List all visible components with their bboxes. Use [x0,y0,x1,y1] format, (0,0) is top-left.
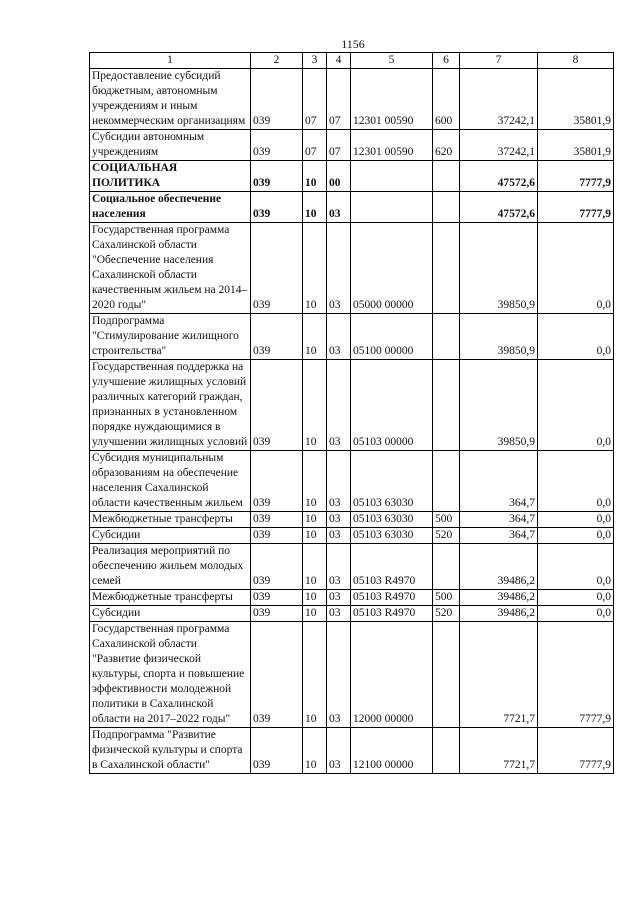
page-number: 1156 [341,37,365,51]
row-target-article-cell: 05103 R4970 [351,544,433,590]
row-target-article-cell: 12000 00000 [351,622,433,728]
row-ved-code-cell: 039 [251,544,303,590]
row-subsection-code-cell: 03 [327,544,351,590]
row-ved-code-cell: 039 [251,223,303,314]
row-name-cell: Субсидии автономным учреждениям [90,130,251,161]
row-target-article-cell: 12100 00000 [351,728,433,774]
row-expense-type-cell [433,192,460,223]
row-amount-2-cell: 7777,9 [538,622,614,728]
row-subsection-code-cell: 03 [327,622,351,728]
row-section-code-cell: 10 [303,192,327,223]
row-amount-1-cell: 39486,2 [460,544,538,590]
table-row [90,606,614,622]
table-row [90,161,614,192]
row-ved-code-cell: 039 [251,512,303,528]
table-body [90,69,614,774]
row-ved-code-cell: 039 [251,314,303,360]
table-row [90,728,614,774]
row-amount-1-cell: 39850,9 [460,314,538,360]
row-section-code-cell: 07 [303,69,327,130]
row-subsection-code-cell: 03 [327,451,351,512]
row-amount-1-cell: 39850,9 [460,223,538,314]
table-row [90,130,614,161]
row-amount-2-cell: 0,0 [538,544,614,590]
row-expense-type-cell [433,728,460,774]
row-subsection-code-cell: 03 [327,590,351,606]
row-name-cell: Субсидия муниципальным образованиям на обеспечение населения Сахалинской области качественным жильем [90,451,251,512]
row-subsection-code-cell: 03 [327,606,351,622]
row-amount-1-cell: 7721,7 [460,728,538,774]
row-expense-type-cell: 520 [433,606,460,622]
table-row [90,544,614,590]
row-ved-code-cell: 039 [251,606,303,622]
row-amount-1-cell: 47572,6 [460,161,538,192]
row-subsection-code-cell: 03 [327,512,351,528]
row-expense-type-cell: 520 [433,528,460,544]
row-subsection-code-cell: 03 [327,223,351,314]
row-name-cell: Государственная программа Сахалинской области "Обеспечение населения Сахалинской области качественным жильем на 2014–2020 годы" [90,223,251,314]
row-section-code-cell: 10 [303,161,327,192]
row-target-article-cell: 05103 00000 [351,360,433,451]
row-amount-1-cell: 364,7 [460,512,538,528]
column-header: 6 [433,53,460,69]
row-ved-code-cell: 039 [251,130,303,161]
row-section-code-cell: 10 [303,622,327,728]
column-header: 4 [327,53,351,69]
row-name-cell: Субсидии [90,528,251,544]
row-section-code-cell: 10 [303,314,327,360]
budget-table [89,52,614,774]
table-row [90,512,614,528]
row-section-code-cell: 10 [303,528,327,544]
row-section-code-cell: 10 [303,590,327,606]
row-ved-code-cell: 039 [251,69,303,130]
column-header: 2 [251,53,303,69]
header-row [90,53,614,69]
row-amount-2-cell: 0,0 [538,590,614,606]
row-section-code-cell: 10 [303,606,327,622]
row-amount-1-cell: 37242,1 [460,69,538,130]
table-row [90,451,614,512]
row-section-code-cell: 10 [303,451,327,512]
row-amount-1-cell: 364,7 [460,451,538,512]
row-amount-2-cell: 0,0 [538,512,614,528]
row-name-cell: Межбюджетные трансферты [90,590,251,606]
column-header: 8 [538,53,614,69]
row-ved-code-cell: 039 [251,451,303,512]
table-row [90,528,614,544]
row-amount-2-cell: 7777,9 [538,192,614,223]
row-section-code-cell: 10 [303,544,327,590]
row-ved-code-cell: 039 [251,590,303,606]
table-row [90,314,614,360]
row-amount-2-cell: 0,0 [538,606,614,622]
row-subsection-code-cell: 03 [327,192,351,223]
row-subsection-code-cell: 03 [327,314,351,360]
row-expense-type-cell [433,223,460,314]
column-header: 1 [90,53,251,69]
row-expense-type-cell: 500 [433,512,460,528]
row-target-article-cell [351,192,433,223]
row-subsection-code-cell: 07 [327,69,351,130]
row-amount-1-cell: 39486,2 [460,606,538,622]
row-ved-code-cell: 039 [251,622,303,728]
row-name-cell: Подпрограмма "Стимулирование жилищного строительства" [90,314,251,360]
row-target-article-cell: 05000 00000 [351,223,433,314]
row-expense-type-cell [433,544,460,590]
row-ved-code-cell: 039 [251,728,303,774]
row-section-code-cell: 10 [303,360,327,451]
row-amount-1-cell: 47572,6 [460,192,538,223]
row-target-article-cell: 12301 00590 [351,69,433,130]
row-amount-2-cell: 0,0 [538,314,614,360]
row-amount-1-cell: 37242,1 [460,130,538,161]
row-expense-type-cell [433,451,460,512]
row-subsection-code-cell: 03 [327,528,351,544]
table-row [90,622,614,728]
row-target-article-cell: 05103 63030 [351,512,433,528]
row-section-code-cell: 10 [303,223,327,314]
row-expense-type-cell [433,314,460,360]
row-section-code-cell: 10 [303,512,327,528]
row-amount-1-cell: 39850,9 [460,360,538,451]
row-name-cell: Субсидии [90,606,251,622]
row-name-cell: Реализация мероприятий по обеспечению жильем молодых семей [90,544,251,590]
row-amount-2-cell: 0,0 [538,451,614,512]
row-ved-code-cell: 039 [251,192,303,223]
row-target-article-cell: 05103 R4970 [351,590,433,606]
row-target-article-cell: 12301 00590 [351,130,433,161]
row-name-cell: Социальное обеспечение населения [90,192,251,223]
row-amount-2-cell: 0,0 [538,528,614,544]
row-expense-type-cell: 600 [433,69,460,130]
row-section-code-cell: 07 [303,130,327,161]
column-header: 7 [460,53,538,69]
row-expense-type-cell [433,161,460,192]
row-target-article-cell: 05100 00000 [351,314,433,360]
row-subsection-code-cell: 07 [327,130,351,161]
table-row [90,192,614,223]
row-name-cell: Межбюджетные трансферты [90,512,251,528]
row-target-article-cell: 05103 63030 [351,451,433,512]
row-name-cell: СОЦИАЛЬНАЯ ПОЛИТИКА [90,161,251,192]
row-ved-code-cell: 039 [251,161,303,192]
row-section-code-cell: 10 [303,728,327,774]
row-amount-2-cell: 0,0 [538,223,614,314]
column-header: 3 [303,53,327,69]
row-expense-type-cell: 620 [433,130,460,161]
row-target-article-cell: 05103 R4970 [351,606,433,622]
table-row [90,69,614,130]
table-row [90,360,614,451]
row-name-cell: Государственная поддержка на улучшение жилищных условий различных категорий граждан, признанных в установленном порядке нуждающимися в улучшении жилищных условий [90,360,251,451]
row-ved-code-cell: 039 [251,528,303,544]
row-ved-code-cell: 039 [251,360,303,451]
row-amount-1-cell: 39486,2 [460,590,538,606]
row-amount-2-cell: 0,0 [538,360,614,451]
row-expense-type-cell: 500 [433,590,460,606]
row-subsection-code-cell: 00 [327,161,351,192]
row-amount-2-cell: 7777,9 [538,728,614,774]
row-expense-type-cell [433,622,460,728]
row-amount-2-cell: 35801,9 [538,69,614,130]
row-target-article-cell: 05103 63030 [351,528,433,544]
row-amount-2-cell: 7777,9 [538,161,614,192]
row-amount-2-cell: 35801,9 [538,130,614,161]
row-target-article-cell [351,161,433,192]
row-name-cell: Подпрограмма "Развитие физической культуры и спорта в Сахалинской области" [90,728,251,774]
row-subsection-code-cell: 03 [327,360,351,451]
row-amount-1-cell: 7721,7 [460,622,538,728]
column-header: 5 [351,53,433,69]
row-name-cell: Предоставление субсидий бюджетным, автономным учреждениям и иным некоммерческим организациям [90,69,251,130]
row-amount-1-cell: 364,7 [460,528,538,544]
table-row [90,223,614,314]
row-expense-type-cell [433,360,460,451]
row-name-cell: Государственная программа Сахалинской области "Развитие физической культуры, спорта и повышение эффективности молодежной политики в Сахалинской области на 2017–2022 годы" [90,622,251,728]
table-row [90,590,614,606]
row-subsection-code-cell: 03 [327,728,351,774]
